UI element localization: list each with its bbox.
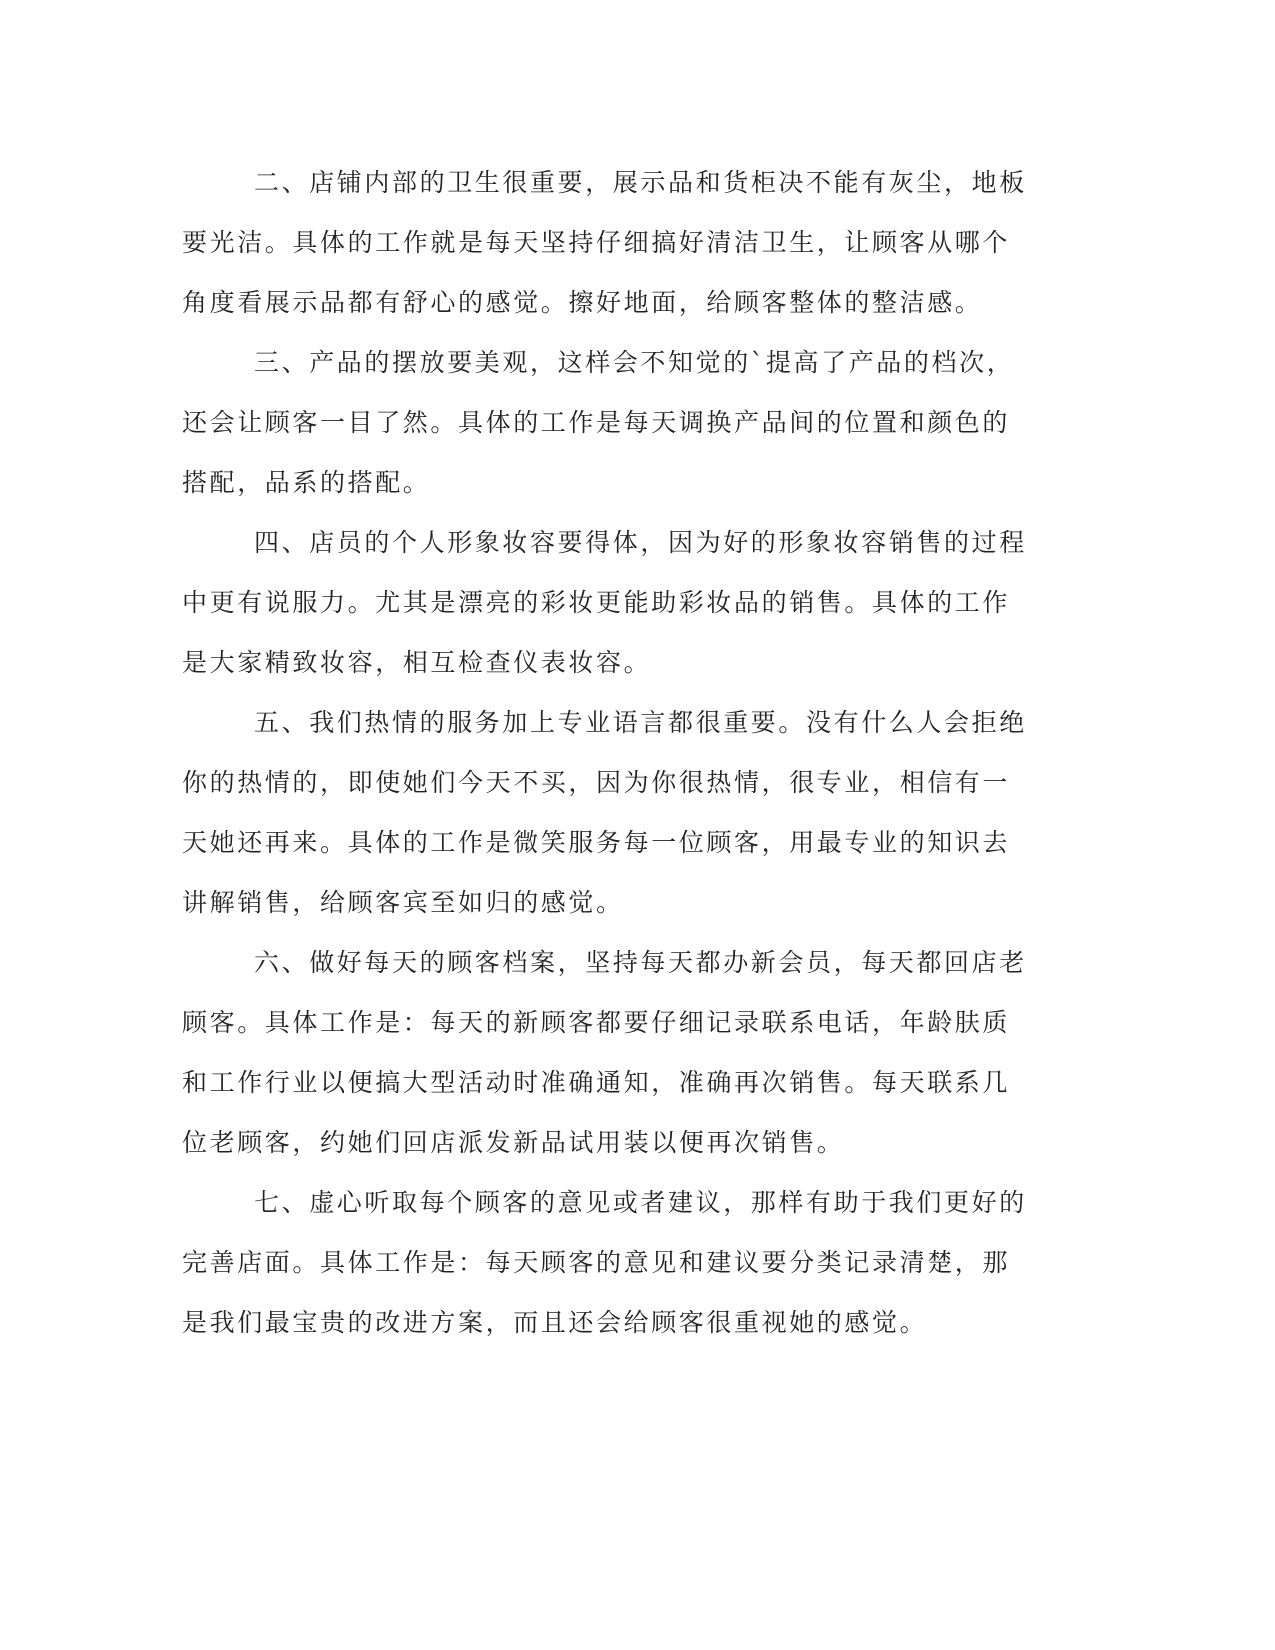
paragraph-6 (182, 933, 1042, 1173)
paragraph-line: 角度看展示品都有舒心的感觉。擦好地面，给顾客整体的整洁感。 (182, 288, 983, 317)
paragraph-line: 和工作行业以便搞大型活动时准确通知，准确再次销售。每天联系几 (182, 1068, 1011, 1097)
paragraph-line: 七、虚心听取每个顾客的意见或者建议，那样有助于我们更好的 (254, 1188, 1027, 1217)
paragraph-line: 是我们最宝贵的改进方案，而且还会给顾客很重视她的感觉。 (182, 1308, 928, 1337)
paragraph-7 (182, 1173, 1042, 1353)
paragraph-line: 你的热情的，即使她们今天不买，因为你很热情，很专业，相信有一 (182, 768, 1011, 797)
paragraph-line: 是大家精致妆容，相互检查仪表妆容。 (182, 648, 652, 677)
paragraph-line: 六、做好每天的顾客档案，坚持每天都办新会员，每天都回店老 (254, 948, 1027, 977)
paragraph-line: 顾客。具体工作是：每天的新顾客都要仔细记录联系电话，年龄肤质 (182, 1008, 1011, 1037)
paragraph-line: 讲解销售，给顾客宾至如归的感觉。 (182, 888, 624, 917)
paragraph-2 (182, 153, 1042, 333)
paragraph-3 (182, 333, 1042, 513)
paragraph-line: 中更有说服力。尤其是漂亮的彩妆更能助彩妆品的销售。具体的工作 (182, 588, 1011, 617)
paragraph-line: 三、产品的摆放要美观，这样会不知觉的`提高了产品的档次， (254, 348, 1015, 377)
paragraph-line: 要光洁。具体的工作就是每天坚持仔细搞好清洁卫生，让顾客从哪个 (182, 228, 1011, 257)
paragraph-4 (182, 513, 1042, 693)
paragraph-line: 搭配，品系的搭配。 (182, 468, 431, 497)
paragraph-line: 完善店面。具体工作是：每天顾客的意见和建议要分类记录清楚，那 (182, 1248, 1011, 1277)
paragraph-line: 还会让顾客一目了然。具体的工作是每天调换产品间的位置和颜色的 (182, 408, 1011, 437)
paragraph-line: 五、我们热情的服务加上专业语言都很重要。没有什么人会拒绝 (254, 708, 1027, 737)
document-body (182, 153, 1042, 1353)
paragraph-line: 天她还再来。具体的工作是微笑服务每一位顾客，用最专业的知识去 (182, 828, 1011, 857)
paragraph-line: 四、店员的个人形象妆容要得体，因为好的形象妆容销售的过程 (254, 528, 1027, 557)
paragraph-5 (182, 693, 1042, 933)
paragraph-line: 位老顾客，约她们回店派发新品试用装以便再次销售。 (182, 1128, 845, 1157)
paragraph-line: 二、店铺内部的卫生很重要，展示品和货柜决不能有灰尘，地板 (254, 168, 1027, 197)
